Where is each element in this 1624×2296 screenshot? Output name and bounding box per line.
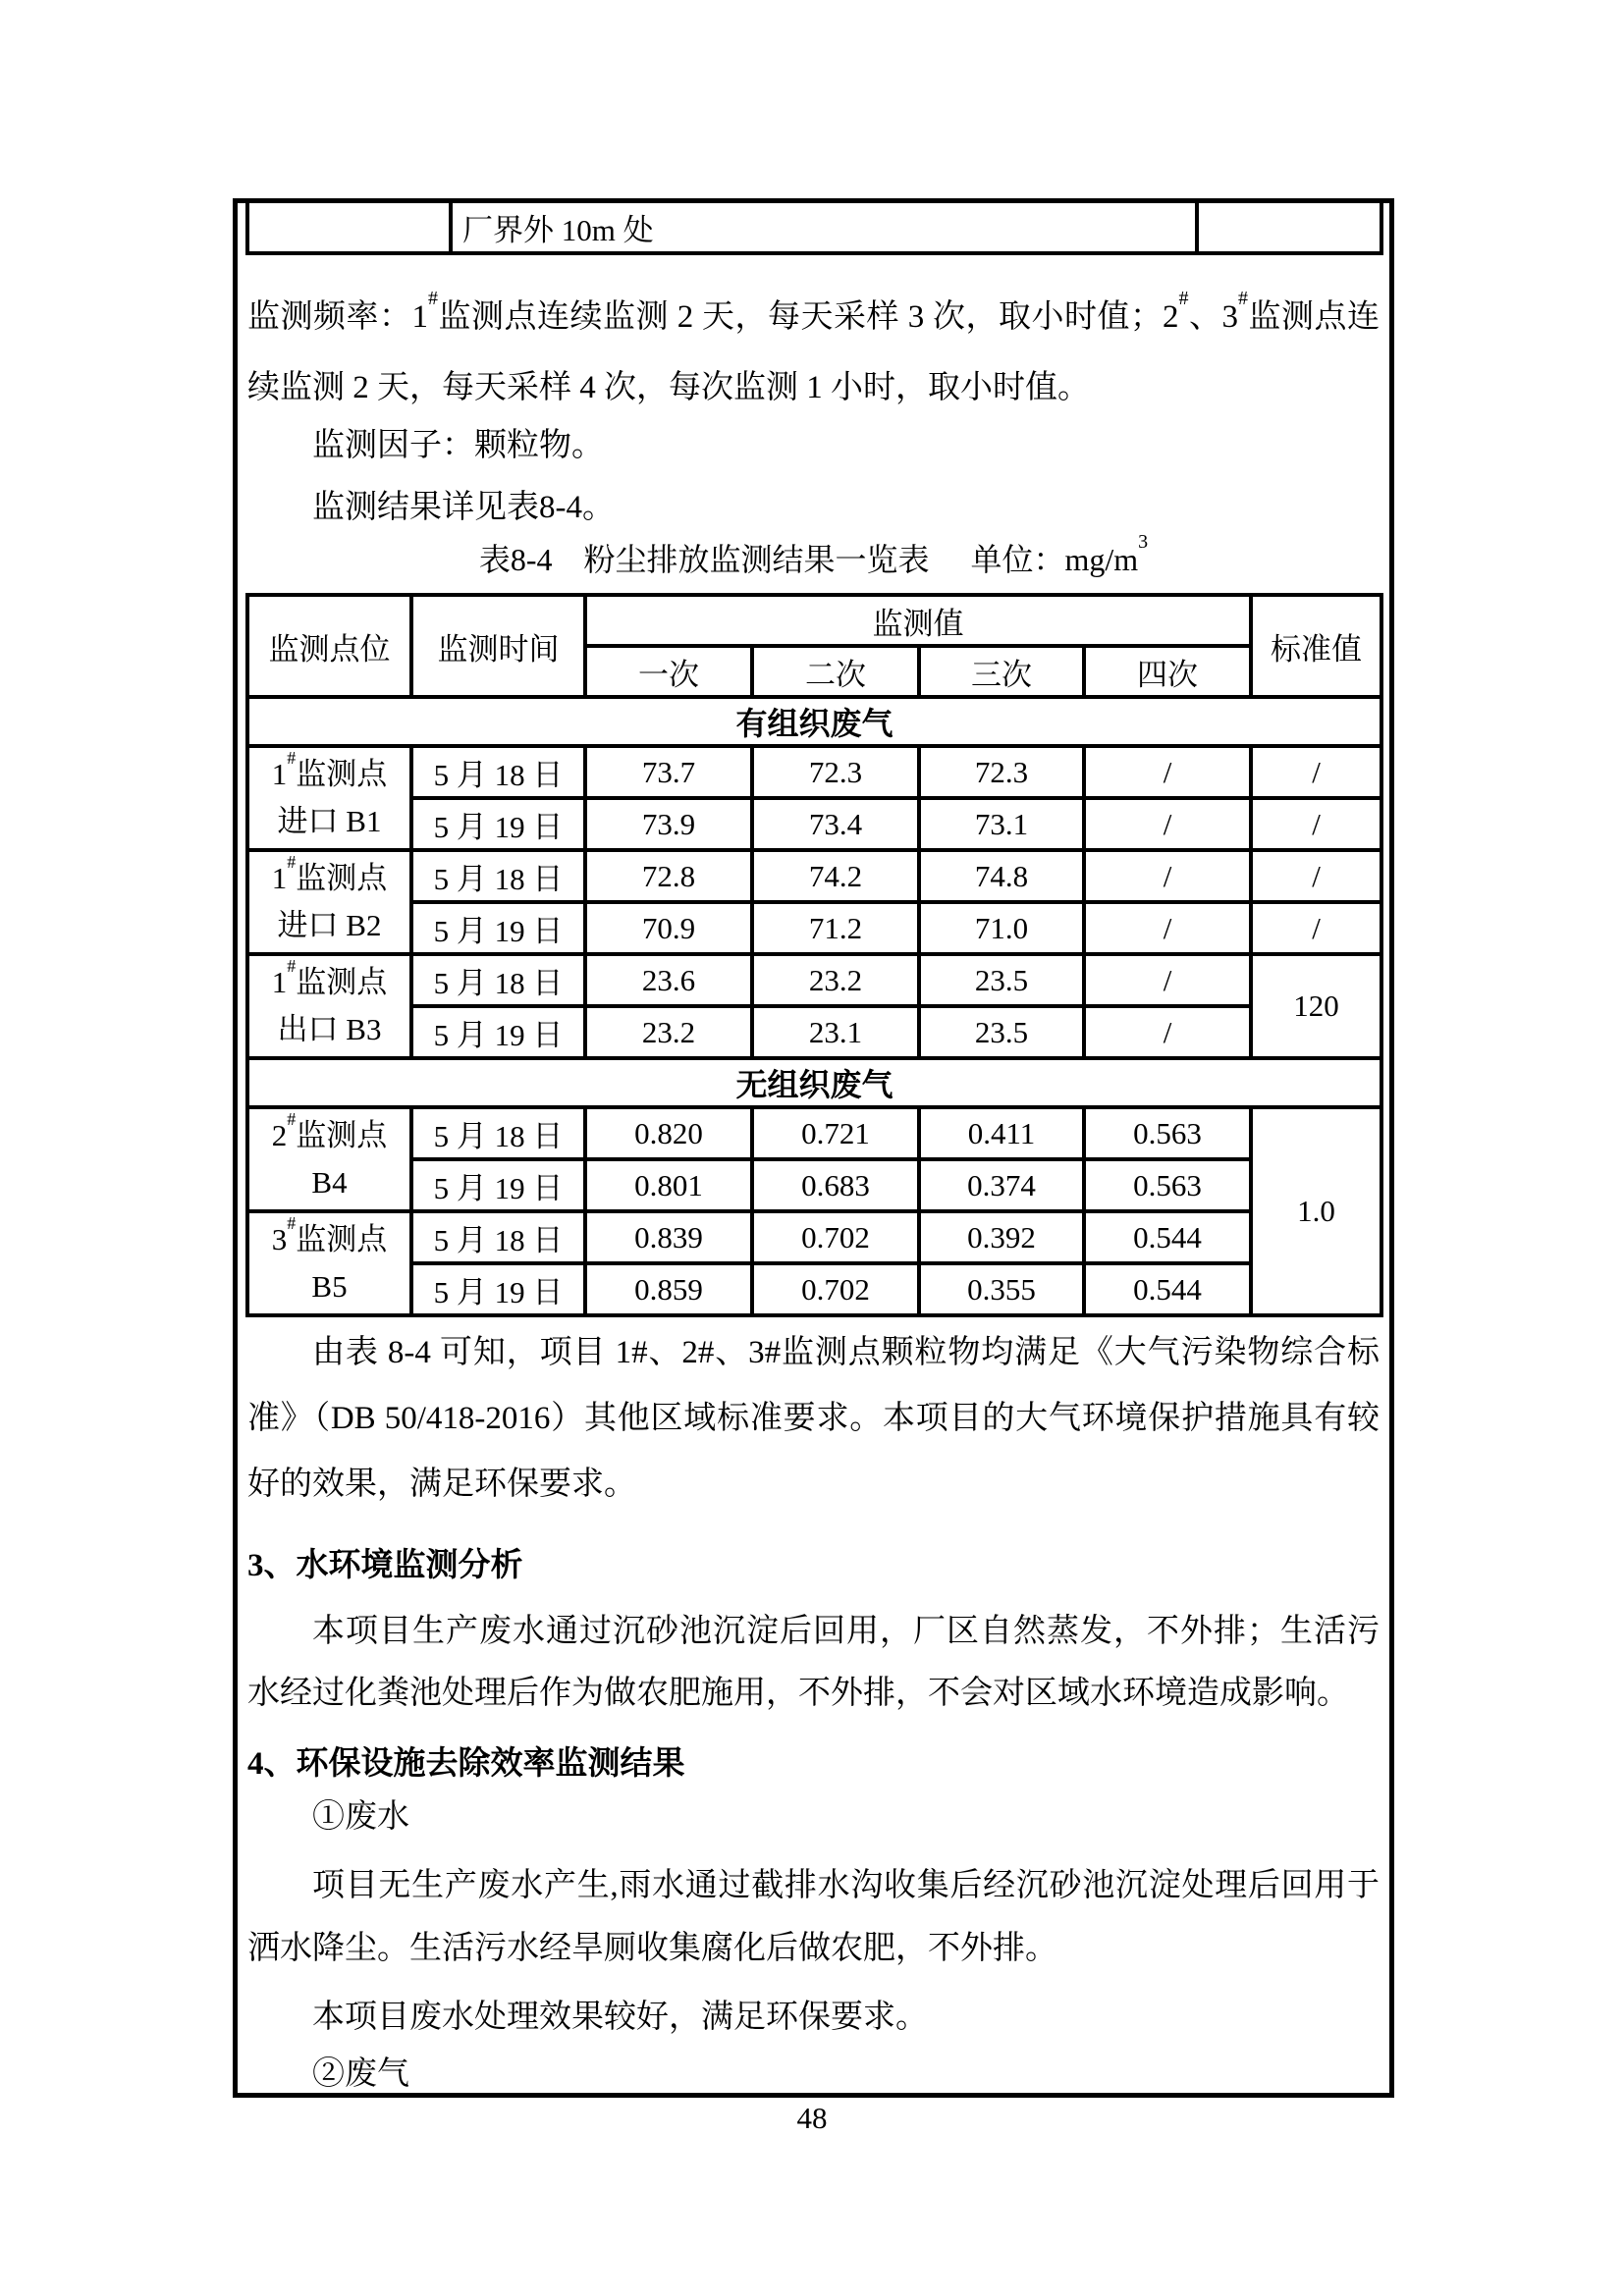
- date-cell: 5 月 19 日: [411, 1263, 585, 1315]
- caption-unit: [970, 531, 1149, 577]
- point-text: 监测点: [296, 757, 388, 791]
- superscript-hash: #: [287, 1212, 297, 1233]
- std-cell: /: [1251, 850, 1381, 902]
- superscript-hash: #: [287, 955, 297, 976]
- value-cell: 23.6: [585, 954, 752, 1006]
- empty-cell: [1197, 200, 1381, 253]
- text-segment: 、3: [1188, 299, 1238, 335]
- value-cell: 0.563: [1084, 1107, 1251, 1159]
- value-cell: 23.2: [752, 954, 919, 1006]
- table-caption: [247, 531, 1380, 582]
- value-cell: /: [1084, 798, 1251, 850]
- value-cell: /: [1084, 746, 1251, 798]
- value-cell: 0.411: [919, 1107, 1084, 1159]
- point-text: 监测点: [296, 861, 388, 895]
- std-cell: /: [1251, 902, 1381, 954]
- date-cell: 5 月 18 日: [411, 850, 585, 902]
- superscript-hash: #: [287, 851, 297, 872]
- subheader-cell: 四次: [1084, 646, 1251, 697]
- item-wastewater-label: ①废水: [312, 1799, 409, 1835]
- value-cell: 72.3: [919, 746, 1084, 798]
- superscript-hash: #: [428, 288, 438, 309]
- point-cell: [247, 954, 411, 1058]
- table-row: [247, 1006, 1381, 1058]
- section-title-cell: 有组织废气: [247, 697, 1381, 746]
- table-row: [247, 746, 1381, 798]
- point-line2: 出口 B3: [277, 1012, 382, 1046]
- table-row: [247, 1107, 1381, 1159]
- date-cell: 5 月 18 日: [411, 1107, 585, 1159]
- section-title-cell: 无组织废气: [247, 1058, 1381, 1107]
- report-content-frame: [233, 198, 1394, 2098]
- dust-monitoring-results-table: [245, 593, 1383, 1317]
- point-number: 1: [271, 861, 288, 895]
- point-number: 1: [271, 965, 288, 999]
- boundary-location-table: [245, 198, 1383, 255]
- para-monitoring-frequency: [247, 282, 1380, 423]
- point-cell: [247, 1211, 411, 1315]
- unit-text: 单位：mg/m: [970, 542, 1139, 577]
- value-cell: 72.3: [752, 746, 919, 798]
- value-cell: 0.374: [919, 1159, 1084, 1211]
- value-cell: /: [1084, 902, 1251, 954]
- point-number: 1: [271, 757, 288, 791]
- point-text: 监测点: [296, 1118, 388, 1152]
- value-cell: 23.1: [752, 1006, 919, 1058]
- heading-water-monitoring: 3、水环境监测分析: [247, 1548, 523, 1583]
- value-cell: 73.9: [585, 798, 752, 850]
- point-text: 监测点: [296, 965, 388, 999]
- caption-title: 表8-4 粉尘排放监测结果一览表: [478, 542, 930, 577]
- point-text: 监测点: [296, 1222, 388, 1256]
- value-cell: 0.683: [752, 1159, 919, 1211]
- value-cell: 0.702: [752, 1263, 919, 1315]
- date-cell: 5 月 19 日: [411, 1159, 585, 1211]
- value-cell: 0.544: [1084, 1263, 1251, 1315]
- value-cell: 0.839: [585, 1211, 752, 1263]
- header-time-cell: 监测时间: [411, 595, 585, 697]
- point-number: 2: [271, 1118, 288, 1152]
- table-row: [247, 954, 1381, 1006]
- table-row: [247, 1159, 1381, 1211]
- para-water-analysis: 本项目生产废水通过沉砂池沉淀后回用，厂区自然蒸发，不外排；生活污水经过化粪池处理后作为做农肥施用，不外排，不会对区域水环境造成影响。: [247, 1614, 1380, 1711]
- value-cell: 23.5: [919, 1006, 1084, 1058]
- value-cell: 74.2: [752, 850, 919, 902]
- std-cell: /: [1251, 798, 1381, 850]
- unit-superscript: 3: [1138, 531, 1149, 554]
- value-cell: 23.2: [585, 1006, 752, 1058]
- superscript-hash: #: [1238, 288, 1248, 309]
- header-point-cell: 监测点位: [247, 595, 411, 697]
- value-cell: 0.801: [585, 1159, 752, 1211]
- subheader-cell: 一次: [585, 646, 752, 697]
- header-value-cell: 监测值: [585, 595, 1251, 646]
- text-segment: 监测频率：1: [247, 299, 428, 335]
- value-cell: 0.392: [919, 1211, 1084, 1263]
- table-row: [247, 798, 1381, 850]
- date-cell: 5 月 19 日: [411, 1006, 585, 1058]
- table-row: [247, 902, 1381, 954]
- value-cell: 74.8: [919, 850, 1084, 902]
- superscript-hash: #: [1178, 288, 1189, 309]
- point-cell: [247, 1107, 411, 1211]
- table-row: [247, 1263, 1381, 1315]
- value-cell: /: [1084, 954, 1251, 1006]
- value-cell: 70.9: [585, 902, 752, 954]
- value-cell: 23.5: [919, 954, 1084, 1006]
- std-merged-cell: 1.0: [1251, 1107, 1381, 1315]
- std-merged-cell: 120: [1251, 954, 1381, 1058]
- para-wastewater: 项目无生产废水产生,雨水通过截排水沟收集后经沉砂池沉淀处理后回用于洒水降尘。生活污水经旱厕收集腐化后做农肥，不外排。: [247, 1868, 1380, 1966]
- value-cell: 73.1: [919, 798, 1084, 850]
- para-treatment-effect: 本项目废水处理效果较好，满足环保要求。: [312, 2000, 928, 2035]
- value-cell: /: [1084, 850, 1251, 902]
- date-cell: 5 月 18 日: [411, 954, 585, 1006]
- value-cell: 73.7: [585, 746, 752, 798]
- value-cell: /: [1084, 1006, 1251, 1058]
- point-number: 3: [271, 1222, 288, 1256]
- subheader-cell: 三次: [919, 646, 1084, 697]
- point-line1: [249, 851, 409, 902]
- para-conclusion: 由表 8-4 可知，项目 1#、2#、3#监测点颗粒物均满足《大气污染物综合标准》（DB 50/418-2016）其他区域标准要求。本项目的大气环境保护措施具有较好的效果，满足环保要求。: [247, 1335, 1380, 1502]
- empty-cell: [247, 200, 451, 253]
- date-cell: 5 月 18 日: [411, 1211, 585, 1263]
- point-line2: 进口 B1: [277, 804, 382, 838]
- value-cell: 0.859: [585, 1263, 752, 1315]
- point-line1: [249, 955, 409, 1006]
- std-cell: /: [1251, 746, 1381, 798]
- para-result-reference: 监测结果详见表8-4。: [312, 490, 615, 525]
- point-line1: [249, 1108, 409, 1159]
- text-segment: 监测点连续监测 2 天，每天采样 4 次，每次监测 1 小时，取小时值。: [247, 299, 1380, 405]
- value-cell: 73.4: [752, 798, 919, 850]
- superscript-hash: #: [287, 1108, 297, 1129]
- point-line2: 进口 B2: [277, 908, 382, 942]
- table-row: [247, 1211, 1381, 1263]
- date-cell: 5 月 19 日: [411, 798, 585, 850]
- header-std-cell: 标准值: [1251, 595, 1381, 697]
- point-line2: B4: [311, 1165, 348, 1200]
- value-cell: 0.721: [752, 1107, 919, 1159]
- point-cell: [247, 746, 411, 850]
- page-number: 48: [796, 2101, 828, 2135]
- text-segment: 监测点连续监测 2 天，每天采样 3 次，取小时值；2: [438, 299, 1179, 335]
- value-cell: 71.2: [752, 902, 919, 954]
- value-cell: 0.355: [919, 1263, 1084, 1315]
- date-cell: 5 月 18 日: [411, 746, 585, 798]
- site-location-cell: 厂界外 10m 处: [451, 200, 1197, 253]
- table-row: [247, 200, 1381, 253]
- point-line2: B5: [311, 1269, 348, 1304]
- point-line1: [249, 1212, 409, 1263]
- value-cell: 0.544: [1084, 1211, 1251, 1263]
- item-exhaust-gas-label: ②废气: [312, 2056, 409, 2092]
- table-row: [247, 850, 1381, 902]
- value-cell: 0.563: [1084, 1159, 1251, 1211]
- point-cell: [247, 850, 411, 954]
- value-cell: 0.702: [752, 1211, 919, 1263]
- superscript-hash: #: [287, 747, 297, 768]
- para-monitoring-factor: 监测因子：颗粒物。: [312, 428, 604, 463]
- subheader-cell: 二次: [752, 646, 919, 697]
- value-cell: 72.8: [585, 850, 752, 902]
- section-band-organized: [247, 697, 1381, 746]
- value-cell: 71.0: [919, 902, 1084, 954]
- section-band-unorganized: [247, 1058, 1381, 1107]
- point-line1: [249, 747, 409, 798]
- date-cell: 5 月 19 日: [411, 902, 585, 954]
- heading-removal-efficiency: 4、环保设施去除效率监测结果: [247, 1746, 685, 1782]
- table-header-row: [247, 595, 1381, 646]
- value-cell: 0.820: [585, 1107, 752, 1159]
